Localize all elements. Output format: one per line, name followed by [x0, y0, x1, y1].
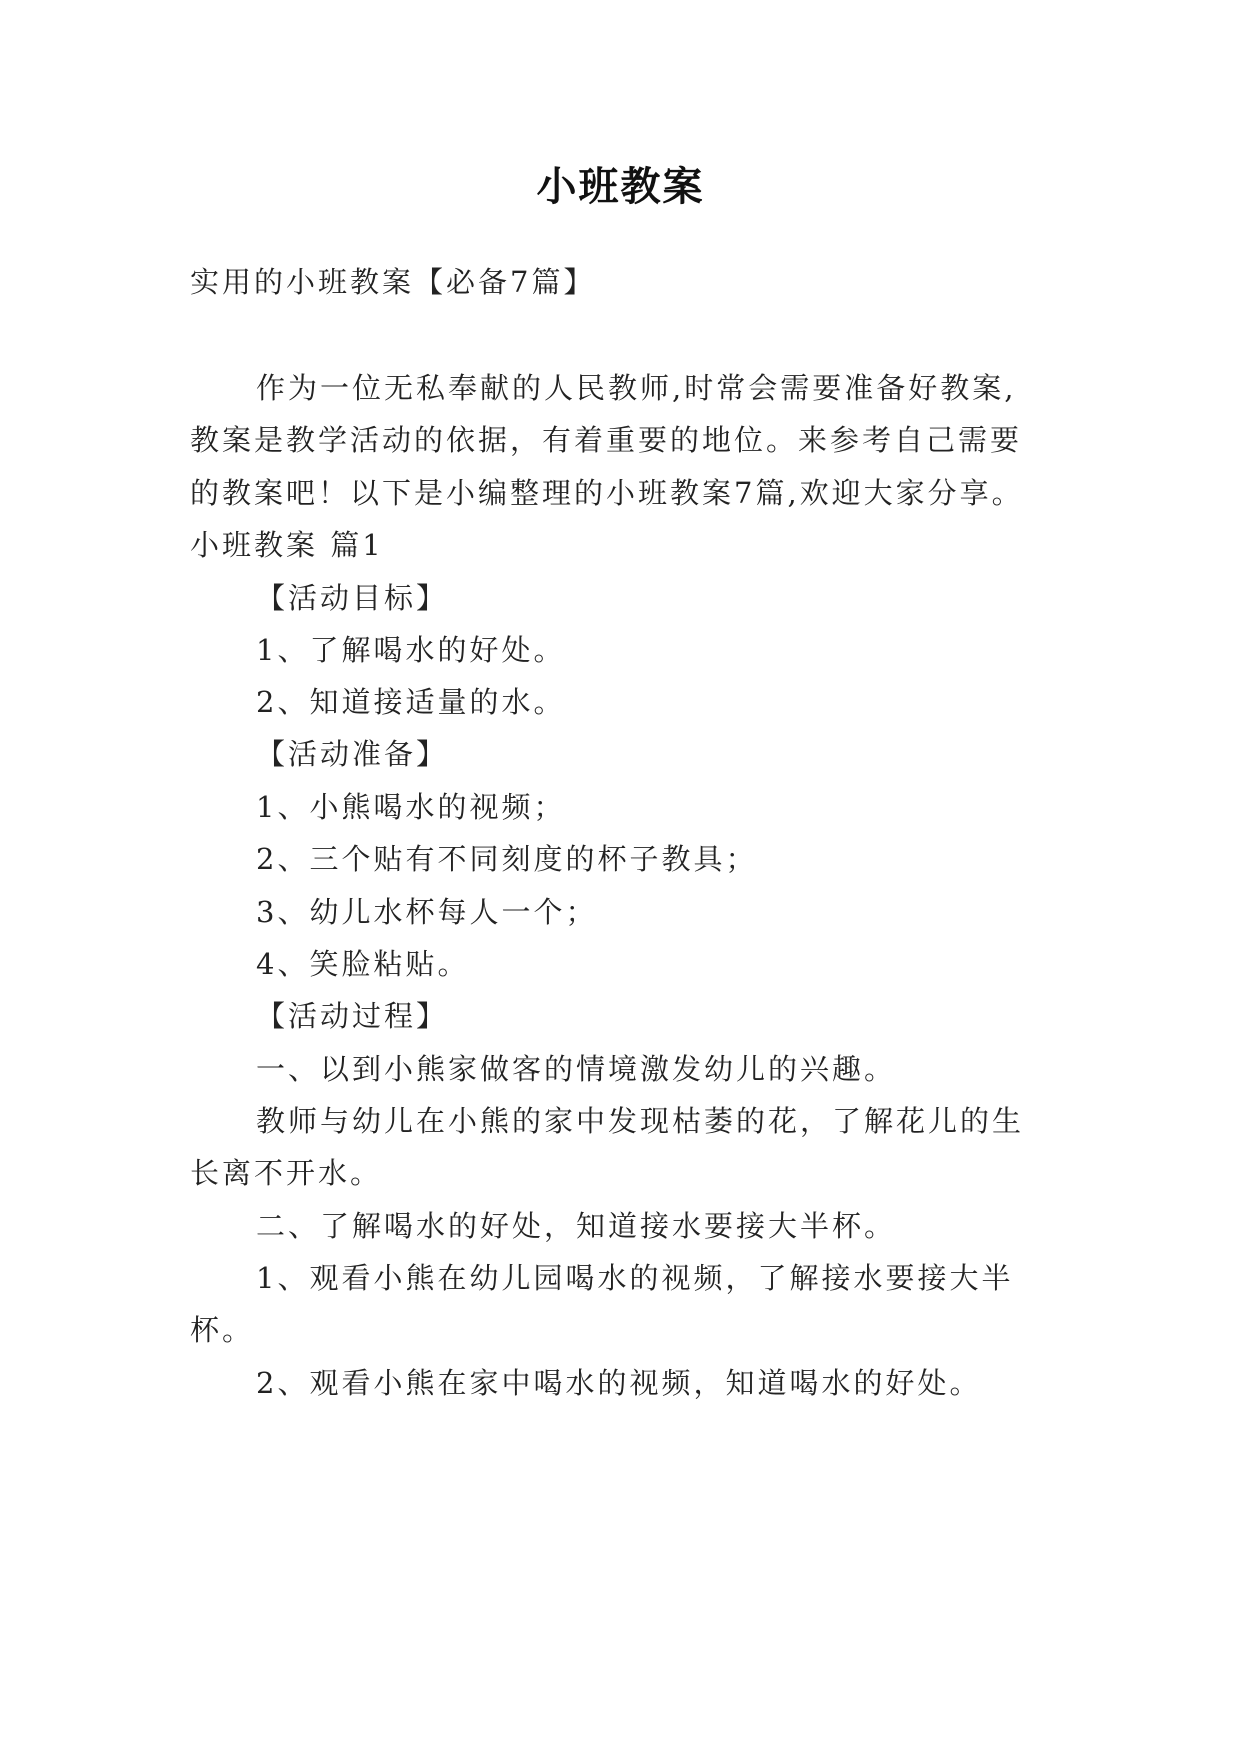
list-item: 4、笑脸粘贴。 [256, 947, 470, 981]
paragraph-line: 一、以到小熊家做客的情境激发幼儿的兴趣。 [256, 1052, 897, 1086]
list-item: 1、小熊喝水的视频； [256, 790, 566, 824]
paragraph-line: 二、了解喝水的好处，知道接水要接大半杯。 [256, 1209, 897, 1243]
list-item: 2、知道接适量的水。 [256, 685, 566, 719]
paragraph-line: 2、观看小熊在家中喝水的视频，知道喝水的好处。 [256, 1366, 982, 1400]
document-title: 小班教案 [536, 163, 705, 210]
paragraph-line: 作为一位无私奉献的人民教师,时常会需要准备好教案, [256, 371, 1017, 405]
list-item: 1、了解喝水的好处。 [256, 633, 566, 667]
paragraph-line: 1、观看小熊在幼儿园喝水的视频，了解接水要接大半 [256, 1261, 1014, 1295]
paragraph-line: 教师与幼儿在小熊的家中发现枯萎的花，了解花儿的生 [256, 1104, 1025, 1138]
subsection-heading: 【活动准备】 [256, 737, 449, 771]
paragraph-line: 杯。 [190, 1313, 255, 1347]
subsection-heading: 【活动过程】 [256, 999, 449, 1033]
list-item: 2、三个贴有不同刻度的杯子教具； [256, 842, 758, 876]
list-item: 3、幼儿水杯每人一个； [256, 895, 598, 929]
section-heading: 小班教案 篇1 [190, 528, 384, 562]
paragraph-line: 教案是教学活动的依据，有着重要的地位。来参考自己需要 [190, 423, 1023, 457]
subsection-heading: 【活动目标】 [256, 581, 449, 615]
paragraph-line: 长离不开水。 [190, 1156, 383, 1190]
paragraph-line: 的教案吧！以下是小编整理的小班教案7篇,欢迎大家分享。 [190, 476, 1024, 510]
document-subtitle: 实用的小班教案【必备7篇】 [190, 265, 596, 299]
